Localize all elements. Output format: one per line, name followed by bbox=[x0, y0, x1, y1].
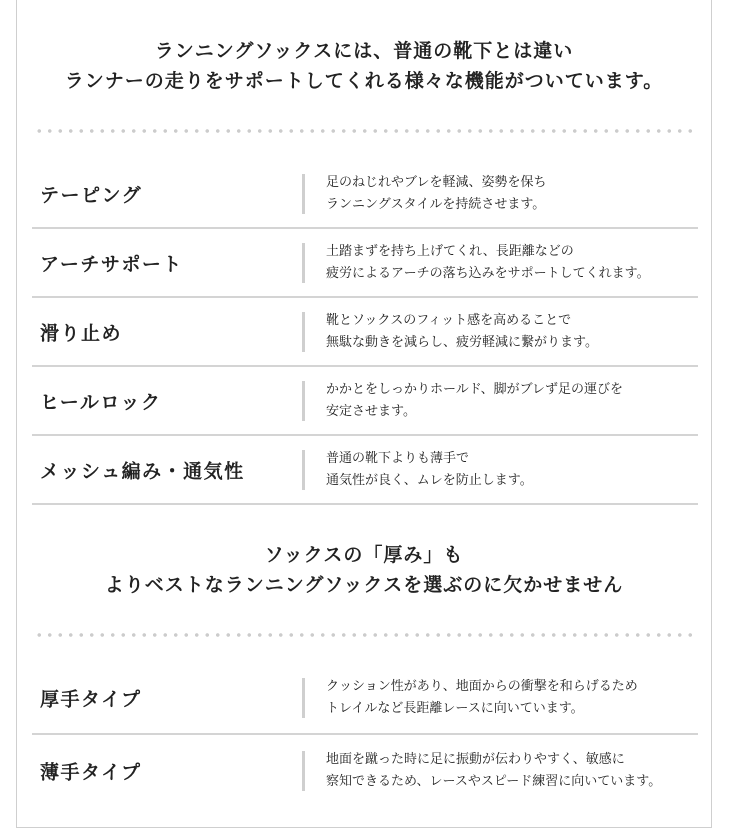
row-separator-bar bbox=[302, 243, 305, 283]
row-separator-bar bbox=[302, 751, 305, 791]
row-separator-bar bbox=[302, 312, 305, 352]
feature-description bbox=[326, 448, 533, 492]
dotted-divider bbox=[34, 129, 694, 133]
type-row-thick bbox=[32, 663, 698, 735]
feature-name: テーピング bbox=[40, 184, 143, 206]
type-description bbox=[326, 749, 661, 793]
thickness-line-2: よりベストなランニングソックスを選ぶのに欠かせません bbox=[104, 574, 624, 596]
feature-name: アーチサポート bbox=[40, 253, 183, 275]
type-description bbox=[326, 676, 638, 720]
feature-row-mesh bbox=[32, 436, 698, 505]
feature-row-taping bbox=[32, 160, 698, 229]
type-desc-line: クッション性があり、地面からの衝撃を和らげるため bbox=[326, 679, 638, 694]
feature-desc-line: 普通の靴下よりも薄手で bbox=[326, 450, 470, 466]
feature-desc-line: 無駄な動きを減らし、疲労軽減に繋がります。 bbox=[326, 334, 598, 350]
feature-description bbox=[326, 241, 650, 285]
type-name: 厚手タイプ bbox=[40, 688, 142, 711]
thickness-type-list bbox=[32, 663, 698, 807]
feature-desc-line: 疲労によるアーチの落ち込みをサポートしてくれます。 bbox=[326, 265, 650, 281]
row-separator-bar bbox=[302, 678, 305, 718]
feature-description bbox=[326, 172, 546, 216]
intro-line-1: ランニングソックスには、普通の靴下とは違い bbox=[154, 40, 574, 62]
feature-row-arch-support bbox=[32, 229, 698, 298]
type-name: 薄手タイプ bbox=[40, 761, 142, 784]
feature-desc-line: 足のねじれやブレを軽減、姿勢を保ち bbox=[326, 174, 547, 190]
feature-row-heel-lock bbox=[32, 367, 698, 436]
thickness-line-1: ソックスの「厚み」も bbox=[264, 544, 464, 566]
feature-desc-line: 安定させます。 bbox=[326, 403, 416, 419]
type-desc-line: 察知できるため、レースやスピード練習に向いています。 bbox=[326, 774, 662, 789]
feature-list bbox=[32, 160, 698, 505]
row-separator-bar bbox=[302, 174, 305, 214]
feature-name: ヒールロック bbox=[40, 391, 162, 413]
dotted-divider bbox=[34, 633, 694, 637]
type-desc-line: 地面を蹴った時に足に振動が伝わりやすく、敏感に bbox=[326, 752, 625, 767]
feature-desc-line: 土踏まずを持ち上げてくれ、長距離などの bbox=[326, 243, 574, 259]
row-separator-bar bbox=[302, 381, 305, 421]
feature-name: 滑り止め bbox=[40, 322, 123, 344]
feature-desc-line: 靴とソックスのフィット感を高めることで bbox=[326, 312, 572, 328]
feature-row-anti-slip bbox=[32, 298, 698, 367]
type-desc-line: トレイルなど長距離レースに向いています。 bbox=[326, 701, 584, 716]
feature-desc-line: かかとをしっかりホールド、脚がブレず足の運びを bbox=[326, 381, 624, 397]
row-separator-bar bbox=[302, 450, 305, 490]
feature-description bbox=[326, 310, 598, 354]
intro-line-2: ランナーの走りをサポートしてくれる様々な機能がついています。 bbox=[64, 70, 664, 92]
feature-name: メッシュ編み・通気性 bbox=[40, 460, 245, 482]
feature-description bbox=[326, 379, 623, 423]
intro-heading bbox=[16, 36, 712, 96]
feature-desc-line: 通気性が良く、ムレを防止します。 bbox=[326, 472, 533, 488]
feature-desc-line: ランニングスタイルを持続させます。 bbox=[326, 196, 546, 212]
type-row-thin bbox=[32, 735, 698, 807]
thickness-heading bbox=[16, 540, 712, 600]
